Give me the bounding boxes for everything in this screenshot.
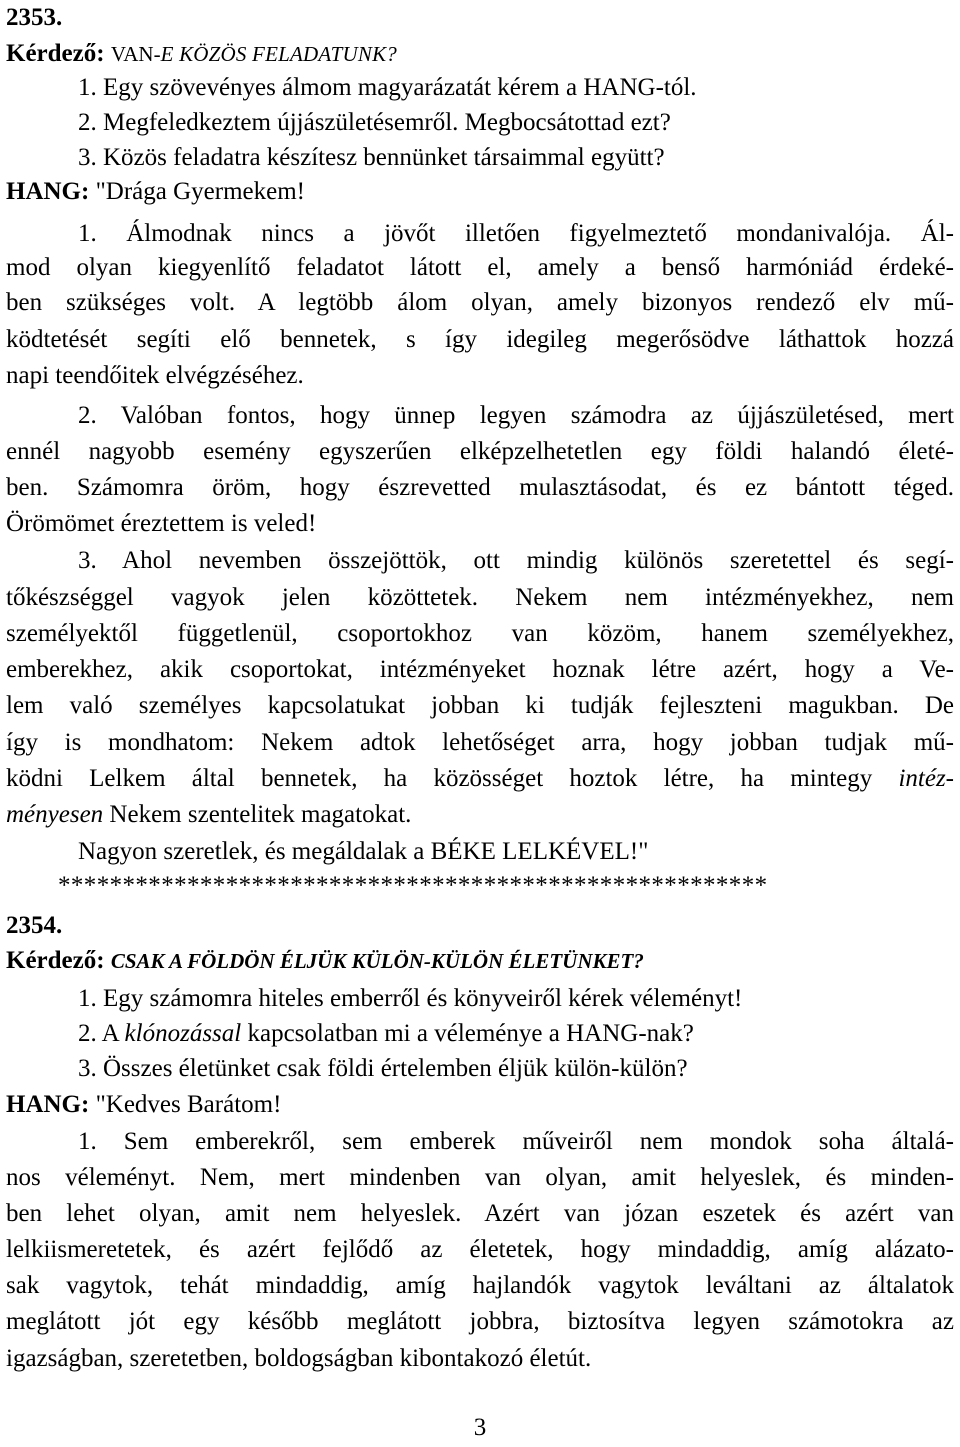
greeting-text: "Kedves Barátom! — [89, 1091, 282, 1118]
answer-greeting — [6, 176, 954, 208]
entry-number: 2354. — [6, 912, 63, 939]
separator: ******************************************************* — [58, 872, 768, 899]
question-item — [78, 1018, 954, 1050]
answer-line: ködtetését segíti elő bennetek, s így idegileg megerősödve láthattok hozzá — [6, 326, 954, 353]
answer-line: 3. Ahol nevemben összejöttök, ott mindig különös szeretettel és segí- — [78, 547, 954, 574]
answer-line: tőkészséggel vagyok jelen közöttetek. Nekem nem intézményekhez, nem — [6, 584, 954, 611]
answer-line: nos véleményt. Nem, mert mindenben van olyan, amit helyeslek, és minden- — [6, 1164, 954, 1191]
italic-word: klónozással — [124, 1020, 242, 1047]
answer-line: ben. Számomra öröm, hogy észrevetted mulasztásodat, és ez bántott téged. — [6, 474, 954, 501]
answer-line: mod olyan kiegyenlítő feladatot látott el, amely a benső harmóniád érdeké- — [6, 254, 954, 281]
answer-line: ben lehet olyan, amit nem helyeslek. Azért van józan eszetek és azért van — [6, 1200, 954, 1227]
asker-label: Kérdező: — [6, 947, 105, 974]
answer-line: ennél nagyobb esemény egyszerűen elképzelhetetlen egy földi halandó életé- — [6, 438, 954, 465]
answer-line-text: ködni Lelkem által bennetek, ha közösséget hoztok létre, ha mintegy — [6, 765, 899, 792]
question-title: E KÖZÖS FELADATUNK? — [160, 42, 397, 66]
answer-line: meglátott jót egy később meglátott jobbra, biztosítva legyen számotokra az — [6, 1308, 954, 1335]
italic-word: ményesen — [6, 801, 104, 828]
answer-line: sak vagytok, tehát mindaddig, amíg hajlandók vagytok leváltani az általatok — [6, 1272, 954, 1299]
question-text: 2. A — [78, 1020, 125, 1047]
answer-line: igazságban, szeretetben, boldogságban kibontakozó életút. — [6, 1345, 592, 1372]
question-title-prefix: VAN- — [110, 42, 161, 66]
italic-word: intéz- — [898, 765, 954, 792]
asker-line — [6, 945, 954, 977]
question-item: 1. Egy számomra hiteles emberről és könyveiről kérek véleményt! — [78, 985, 743, 1012]
answer-line: személyektől függetlenül, csoportokhoz van közöm, hanem személyekhez, — [6, 620, 954, 647]
question-item: 3. Közös feladatra készítesz bennünket társaimmal együtt? — [78, 144, 665, 171]
asker-line — [6, 38, 954, 70]
question-item: 1. Egy szövevényes álmom magyarázatát kérem a HANG-tól. — [78, 74, 697, 101]
entry-number: 2353. — [6, 4, 63, 31]
closing-line: Nagyon szeretlek, és megáldalak a BÉKE LELKÉVEL!" — [78, 838, 649, 865]
answer-line-text: Nekem szentelitek magatokat. — [103, 801, 412, 828]
asker-label: Kérdező: — [6, 40, 105, 67]
answer-line — [6, 799, 954, 831]
greeting-text: "Drága Gyermekem! — [89, 178, 305, 205]
answer-line: 1. Sem emberekről, sem emberek műveiről nem mondok soha általá- — [78, 1128, 954, 1155]
answer-line: napi teendőitek elvégzéséhez. — [6, 362, 304, 389]
question-item: 2. Megfeledkeztem újjászületésemről. Megbocsátottad ezt? — [78, 109, 671, 136]
page-number: 3 — [473, 1414, 487, 1441]
hang-label: HANG: — [6, 1091, 90, 1118]
answer-line: Örömömet éreztettem is veled! — [6, 510, 317, 537]
answer-line: emberekhez, akik csoportokat, intézményeket hoznak létre azért, hogy a Ve- — [6, 656, 954, 683]
answer-line: lelkiismeretetek, és azért fejlődő az életetek, hogy mindaddig, amíg alázato- — [6, 1236, 954, 1263]
answer-line: ben szükséges volt. A legtöbb álom olyan, amely bizonyos rendező elv mű- — [6, 289, 954, 316]
question-title: CSAK A FÖLDÖN ÉLJÜK KÜLÖN-KÜLÖN ÉLETÜNKET? — [110, 949, 644, 973]
answer-line: lem való személyes kapcsolatukat jobban ki tudják fejleszteni magukban. De — [6, 692, 954, 719]
question-text: kapcsolatban mi a véleménye a HANG-nak? — [241, 1020, 694, 1047]
question-item: 3. Összes életünket csak földi értelemben éljük külön-külön? — [78, 1055, 688, 1082]
answer-line: 2. Valóban fontos, hogy ünnep legyen számodra az újjászületésed, mert — [78, 402, 954, 429]
answer-greeting — [6, 1089, 954, 1121]
hang-label: HANG: — [6, 178, 90, 205]
answer-line: 1. Álmodnak nincs a jövőt illetően figyelmeztető mondanivalója. Ál- — [78, 220, 954, 247]
answer-line — [6, 763, 954, 795]
answer-line: így is mondhatom: Nekem adtok lehetőséget arra, hogy jobban tudjak mű- — [6, 729, 954, 756]
